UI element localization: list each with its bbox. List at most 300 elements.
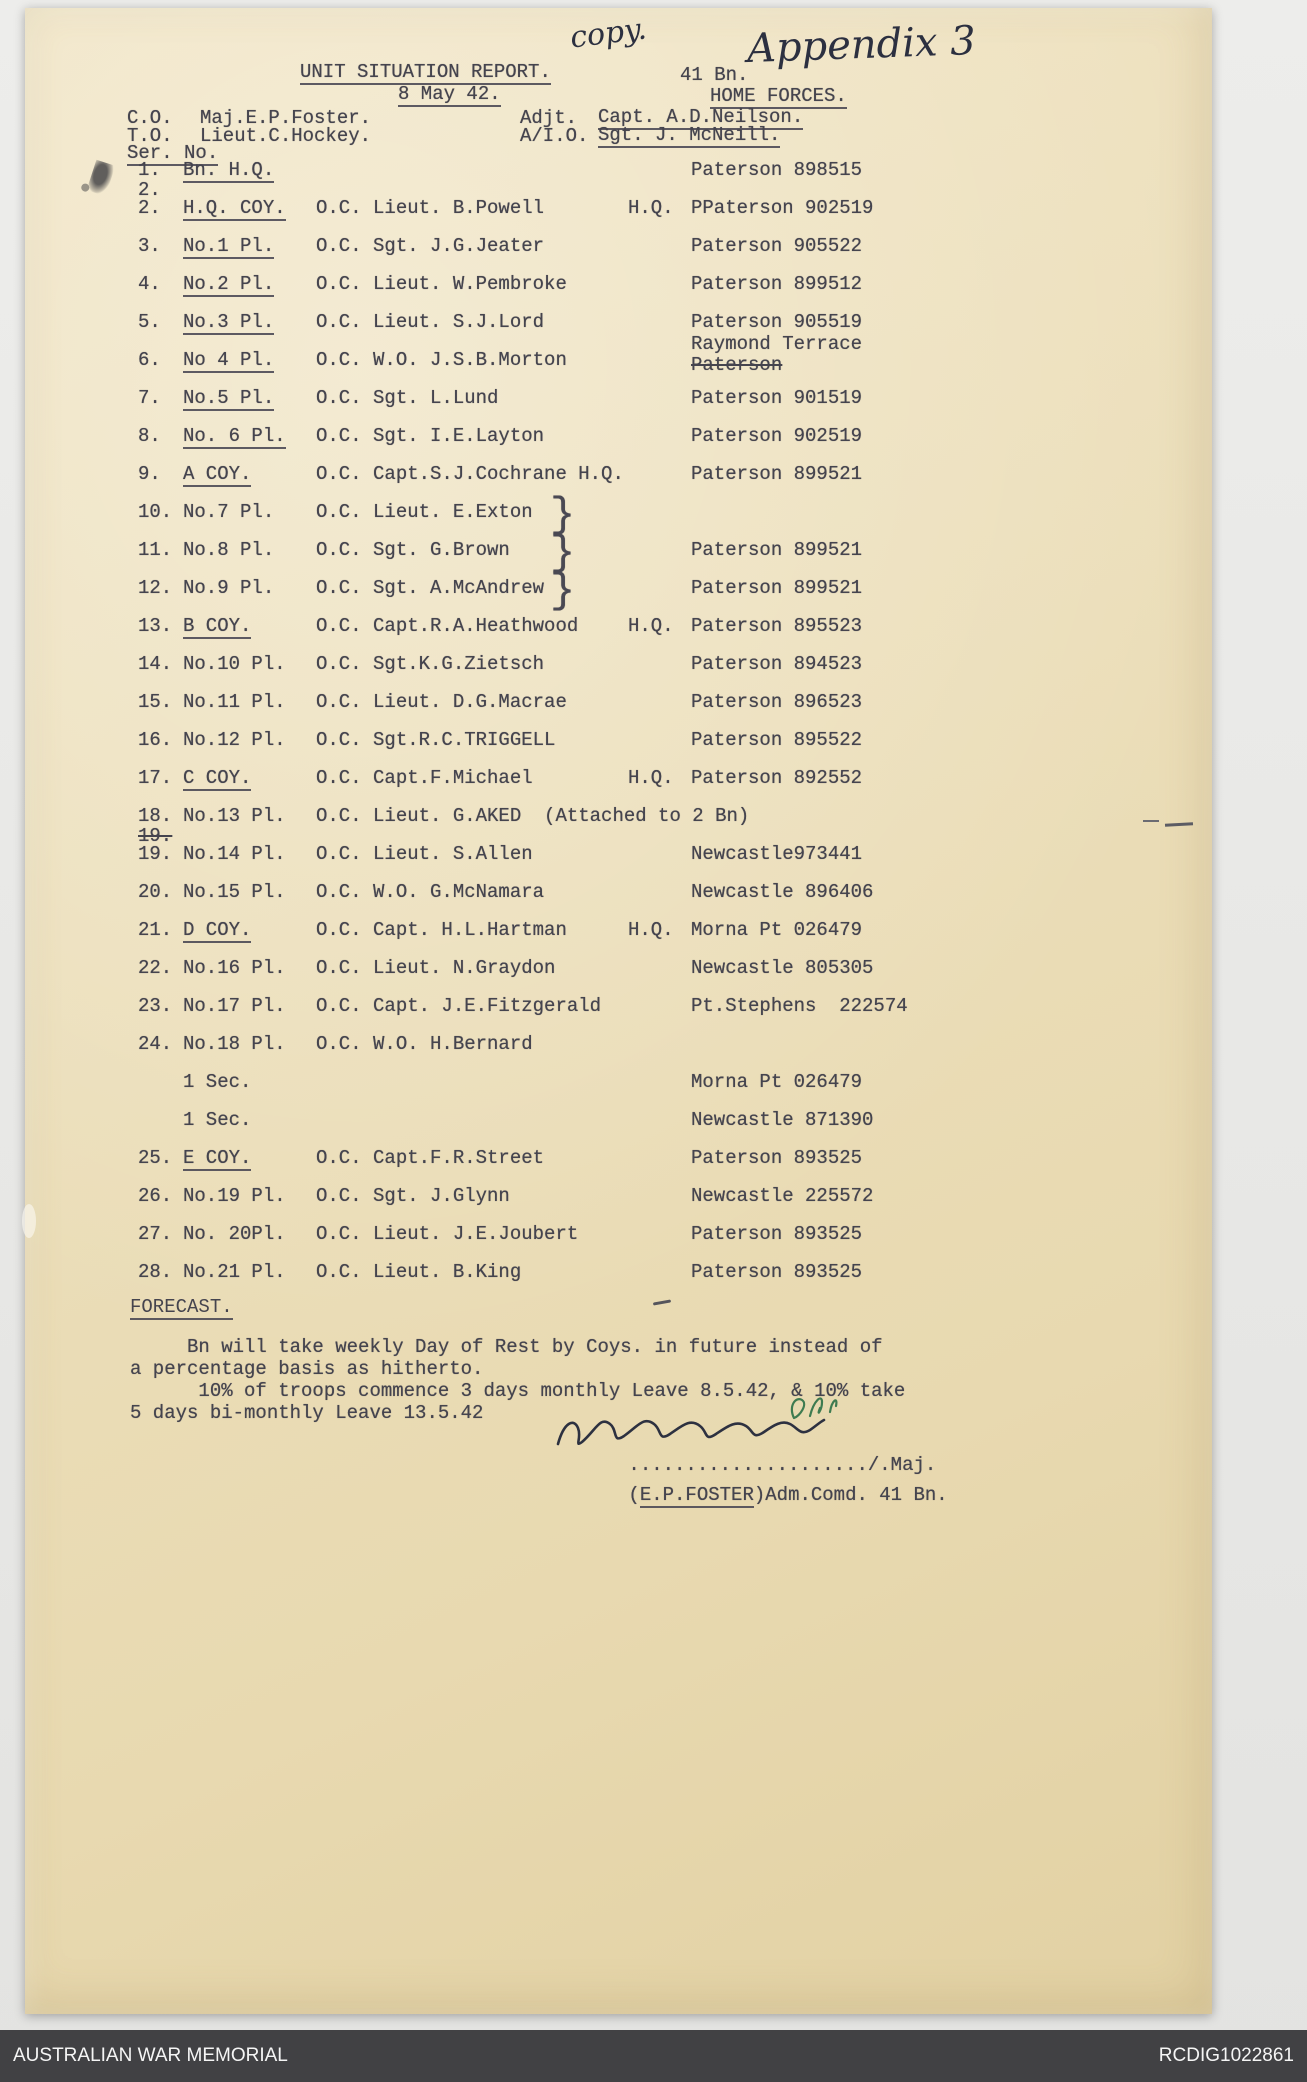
unit-name: No.5 Pl. (183, 387, 275, 409)
report-date: 8 May 42. (398, 83, 501, 105)
hq-cell (628, 274, 691, 312)
location-cell (691, 464, 1212, 502)
unit-name: No.10 Pl. (183, 653, 286, 675)
serial-column-label: Ser. No. (127, 142, 219, 164)
officer-cell (316, 274, 628, 312)
location: Paterson 905522 (691, 235, 863, 257)
serial-cell (138, 350, 183, 388)
officer-cell (316, 1110, 628, 1148)
table-row (25, 160, 1212, 180)
location-cell (691, 1224, 1212, 1262)
officer-name: O.C. Lieut. B.Powell (316, 197, 545, 219)
officer-cell (316, 1034, 628, 1072)
hq-cell (628, 350, 691, 388)
hq-cell (628, 578, 691, 616)
serial-cell (138, 920, 183, 958)
location-cell (691, 1034, 1212, 1072)
officer-cell (316, 1148, 628, 1186)
serial-number: 8. (138, 425, 161, 447)
force-label: HOME FORCES. (710, 85, 847, 107)
unit-cell (183, 730, 316, 768)
serial-cell (138, 1148, 183, 1186)
hq-cell (628, 1224, 691, 1262)
officer-name: O.C. Lieut. D.G.Macrae (316, 691, 567, 713)
serial-number: 2. (138, 197, 161, 219)
officer-cell (316, 768, 628, 806)
officer-name: O.C. Capt.R.A.Heathwood (316, 615, 579, 637)
officer-cell (316, 654, 628, 692)
serial-number: 11. (138, 539, 173, 561)
location: Newcastle 225572 (691, 1185, 874, 1207)
unit-cell (183, 844, 316, 882)
adjt-role-label: Adjt. (520, 107, 578, 129)
unit-cell (183, 464, 316, 502)
serial-number: 19. (138, 843, 173, 865)
unit-cell (183, 1224, 316, 1262)
hq-cell (628, 882, 691, 920)
location: PPaterson 902519 (691, 197, 874, 219)
unit-name: No. 20Pl. (183, 1223, 286, 1245)
officer-name: O.C. Capt.F.Michael (316, 767, 533, 789)
table-row (25, 388, 1212, 426)
location-cell (691, 806, 1212, 826)
officer-cell (316, 1072, 628, 1110)
location: Paterson 901519 (691, 387, 863, 409)
serial-cell (138, 426, 183, 464)
hq-cell (628, 1262, 691, 1300)
table-row (25, 730, 1212, 768)
location: Morna Pt 026479 (691, 1071, 863, 1093)
location-cell (691, 1148, 1212, 1186)
unit-cell (183, 996, 316, 1034)
unit-name: No. 6 Pl. (183, 425, 286, 447)
serial-cell (138, 806, 183, 826)
hq-cell (628, 464, 691, 502)
forecast-line: 5 days bi-monthly Leave 13.5.42 (130, 1402, 484, 1424)
officer-cell (316, 920, 628, 958)
unit-cell (183, 350, 316, 388)
forecast-line: 10% of troops commence 3 days monthly Leave 8.5.42, & 10% take (130, 1380, 906, 1402)
unit-cell (183, 1148, 316, 1186)
officer-cell (316, 198, 628, 236)
table-row (25, 958, 1212, 996)
unit-cell (183, 654, 316, 692)
to-name: Lieut.C.Hockey. (200, 125, 372, 147)
forecast-line: a percentage basis as hitherto. (130, 1358, 484, 1380)
officer-name: O.C. W.O. J.S.B.Morton (316, 349, 567, 371)
aio-role-label: A/I.O. (520, 125, 589, 147)
serial-cell (138, 692, 183, 730)
location-cell (691, 198, 1212, 236)
officer-cell (316, 388, 628, 426)
table-row (25, 1072, 1212, 1110)
officer-cell (316, 616, 628, 654)
table-row (25, 1224, 1212, 1262)
serial-cell (138, 1072, 183, 1110)
hq-cell (628, 502, 691, 540)
hq-cell (628, 616, 691, 654)
officer-name: O.C. Sgt. A.McAndrew (316, 577, 545, 599)
serial-cell (138, 274, 183, 312)
serial-cell (138, 1034, 183, 1072)
serial-number: 12. (138, 577, 173, 599)
serial-number: 24. (138, 1033, 173, 1055)
signature-dots: ..................... (628, 1454, 868, 1476)
unit-cell (183, 616, 316, 654)
officer-name: O.C. Lieut. N.Graydon (316, 957, 556, 979)
unit-name: E COY. (183, 1147, 252, 1169)
serial-cell (138, 825, 183, 847)
table-row (25, 198, 1212, 236)
hq-cell (628, 996, 691, 1034)
location: Paterson 894523 (691, 653, 863, 675)
hq-label: H.Q. (628, 767, 674, 789)
hq-cell (628, 1110, 691, 1148)
table-row (25, 1148, 1212, 1186)
brace-mark: } (550, 567, 576, 615)
forecast-section (130, 1296, 1110, 1424)
unit-cell (183, 312, 316, 350)
location-cell (691, 1072, 1212, 1110)
location-cell (691, 1262, 1212, 1300)
unit-cell (183, 502, 316, 540)
officer-name: O.C. Capt. J.E.Fitzgerald (316, 995, 602, 1017)
location-cell (691, 616, 1212, 654)
unit-cell (183, 1186, 316, 1224)
serial-number: 19. (138, 825, 173, 847)
officer-name: O.C. Lieut. E.Exton (316, 501, 533, 523)
unit-name: No.3 Pl. (183, 311, 275, 333)
serial-number: 15. (138, 691, 173, 713)
signature-rank: /.Maj. (867, 1454, 937, 1476)
location-cell (691, 502, 1212, 540)
signatory-paren: ( (628, 1484, 640, 1506)
location: Paterson 895522 (691, 729, 863, 751)
serial-cell (138, 578, 183, 616)
table-row (25, 333, 1212, 388)
location-cell (691, 236, 1212, 274)
signatory-title: )Adm.Comd. 41 Bn. (753, 1484, 948, 1506)
hq-cell (628, 1148, 691, 1186)
location-cell (691, 1186, 1212, 1224)
table-row (25, 236, 1212, 274)
officer-name: O.C. Lieut. B.King (316, 1261, 522, 1283)
brace-mark: } (550, 529, 576, 577)
serial-cell (138, 616, 183, 654)
location-cell (691, 160, 1212, 180)
unit-name: H.Q. COY. (183, 197, 286, 219)
location: Paterson 898515 (691, 159, 863, 181)
battalion-label: 41 Bn. (680, 64, 749, 86)
unit-name: No.11 Pl. (183, 691, 286, 713)
unit-cell (183, 426, 316, 464)
unit-name: No.8 Pl. (183, 539, 275, 561)
location: Paterson 895523 (691, 615, 863, 637)
table-row (25, 920, 1212, 958)
viewer-footer (0, 2030, 1307, 2082)
officer-cell (316, 350, 628, 388)
table-row (25, 1110, 1212, 1148)
report-header (25, 8, 1212, 164)
location-cell (691, 578, 1212, 616)
hq-cell (628, 654, 691, 692)
unit-name: No.21 Pl. (183, 1261, 286, 1283)
officer-cell (316, 958, 628, 996)
location: Paterson 899521 (691, 577, 863, 599)
forecast-line: Bn will take weekly Day of Rest by Coys. in future instead of (130, 1336, 883, 1358)
paper-edge-tear (22, 1204, 36, 1238)
unit-name: 1 Sec. (183, 1071, 252, 1093)
officer-cell (316, 996, 628, 1034)
unit-name: B COY. (183, 615, 252, 637)
unit-cell (183, 692, 316, 730)
serial-number: 2. (138, 179, 161, 201)
hq-cell (628, 844, 691, 882)
hq-cell (628, 692, 691, 730)
brace-mark: } (550, 491, 576, 539)
table-row (25, 654, 1212, 692)
serial-cell (138, 730, 183, 768)
officer-name: O.C. Lieut. W.Pembroke (316, 273, 567, 295)
serial-cell (138, 502, 183, 540)
unit-name: Bn. H.Q. (183, 159, 275, 181)
table-row (25, 768, 1212, 806)
serial-number: 21. (138, 919, 173, 941)
serial-number: 9. (138, 463, 161, 485)
location-cell (691, 958, 1212, 996)
table-row (25, 616, 1212, 654)
location: Paterson 896523 (691, 691, 863, 713)
officer-cell (316, 1224, 628, 1262)
table-row (25, 692, 1212, 730)
officer-name: O.C. Lieut. G.AKED (Attached to 2 Bn) (316, 805, 750, 827)
table-row (25, 844, 1212, 882)
officer-name: O.C. Sgt. I.E.Layton (316, 425, 545, 447)
officer-cell (316, 882, 628, 920)
officer-cell (316, 464, 628, 502)
location: Paterson 893525 (691, 1147, 863, 1169)
location-cell (691, 540, 1212, 578)
table-row (25, 529, 1212, 578)
handwritten-copy-note: copy. (568, 11, 649, 56)
co-role-label: C.O. (127, 107, 173, 129)
officer-name: O.C. Lieut. J.E.Joubert (316, 1223, 579, 1245)
stray-pencil-mark (1143, 820, 1159, 822)
unit-cell (183, 388, 316, 426)
officer-cell (316, 805, 750, 827)
serial-number: 1. (138, 159, 161, 181)
hq-cell (628, 958, 691, 996)
cancelled-serial-row (25, 825, 1212, 847)
serial-number: 28. (138, 1261, 173, 1283)
unit-name: No.15 Pl. (183, 881, 286, 903)
table-row (25, 1186, 1212, 1224)
serial-number: 22. (138, 957, 173, 979)
officer-name: O.C. W.O. H.Bernard (316, 1033, 533, 1055)
officer-cell (316, 567, 628, 616)
unit-name: No.17 Pl. (183, 995, 286, 1017)
unit-name: No.18 Pl. (183, 1033, 286, 1055)
officer-name: O.C. Sgt.K.G.Zietsch (316, 653, 545, 675)
officer-cell (316, 844, 628, 882)
table-row (25, 806, 1212, 826)
co-name: Maj.E.P.Foster. (200, 107, 372, 129)
adjt-name: Capt. A.D.Neilson. (598, 106, 804, 128)
table-row (25, 1034, 1212, 1072)
unit-name: No.13 Pl. (183, 805, 286, 827)
serial-number: 23. (138, 995, 173, 1017)
unit-cell (183, 920, 316, 958)
location: Newcastle973441 (691, 843, 863, 865)
unit-name: No.14 Pl. (183, 843, 286, 865)
signature-block (560, 1426, 980, 1506)
hq-cell (628, 1186, 691, 1224)
forecast-heading: FORECAST. (130, 1296, 233, 1318)
officer-cell (316, 529, 628, 578)
serial-number: 20. (138, 881, 173, 903)
serial-number: 5. (138, 311, 161, 333)
location: Paterson 899521 (691, 539, 863, 561)
hq-cell (628, 540, 691, 578)
serial-number: 4. (138, 273, 161, 295)
location-cell (691, 844, 1212, 882)
serial-cell (138, 312, 183, 350)
unit-cell (183, 768, 316, 806)
table-row (25, 996, 1212, 1034)
serial-cell (138, 844, 183, 882)
location-corrected: Raymond Terrace (691, 333, 863, 355)
unit-name: No.1 Pl. (183, 235, 275, 257)
unit-name: D COY. (183, 919, 252, 941)
hq-cell (628, 426, 691, 464)
serial-number: 7. (138, 387, 161, 409)
serial-cell (138, 464, 183, 502)
unit-cell (183, 274, 316, 312)
hq-cell (628, 236, 691, 274)
unit-cell (183, 236, 316, 274)
serial-cell (138, 1186, 183, 1224)
serial-cell (138, 236, 183, 274)
unit-cell (183, 882, 316, 920)
officer-name: O.C. Sgt. G.Brown (316, 539, 510, 561)
location-cell (691, 426, 1212, 464)
location: Paterson 905519 (691, 311, 863, 333)
officer-cell (316, 1262, 628, 1300)
location: Paterson 902519 (691, 425, 863, 447)
table-row (25, 426, 1212, 464)
unit-cell (183, 1262, 316, 1300)
serial-cell (138, 179, 183, 201)
serial-cell (138, 1262, 183, 1300)
unit-cell (183, 806, 316, 826)
location: Paterson 893525 (691, 1261, 863, 1283)
officer-cell (316, 160, 628, 180)
unit-cell (183, 198, 316, 236)
serial-cell (138, 1224, 183, 1262)
officer-name: O.C. W.O. G.McNamara (316, 881, 545, 903)
serial-cell (138, 160, 183, 180)
serial-number: 26. (138, 1185, 173, 1207)
location: Pt.Stephens 222574 (691, 995, 908, 1017)
serial-cell (138, 768, 183, 806)
unit-cell (183, 1072, 316, 1110)
serial-cell (138, 958, 183, 996)
serial-cell (138, 1110, 183, 1148)
location-cell (691, 1110, 1212, 1148)
officer-cell (316, 491, 628, 540)
unit-name: No.2 Pl. (183, 273, 275, 295)
location-cell (691, 882, 1212, 920)
serial-cell (138, 996, 183, 1034)
location: Newcastle 896406 (691, 881, 874, 903)
serial-number: 18. (138, 805, 173, 827)
footer-record-id: RCDIG1022861 (1158, 2045, 1294, 2066)
serial-cell (138, 540, 183, 578)
hq-cell (628, 312, 691, 350)
location-cell (691, 920, 1212, 958)
location-cell (691, 654, 1212, 692)
hq-cell (628, 768, 691, 806)
location-cell (691, 388, 1212, 426)
unit-name: No.12 Pl. (183, 729, 286, 751)
table-row (25, 464, 1212, 502)
officer-cell (316, 426, 628, 464)
hq-cell (628, 160, 691, 180)
signatory-line (560, 1462, 948, 1530)
officer-name: O.C. Lieut. S.J.Lord (316, 311, 545, 333)
handwritten-appendix-note: Appendix 3 (746, 18, 977, 72)
table-row (25, 274, 1212, 312)
hq-cell (628, 388, 691, 426)
unit-name: No 4 Pl. (183, 349, 275, 371)
officer-name: O.C. Sgt. J.G.Jeater (316, 235, 545, 257)
unit-name: No.7 Pl. (183, 501, 275, 523)
location-cell (691, 996, 1212, 1034)
report-title: UNIT SITUATION REPORT. (300, 61, 551, 83)
hq-cell (628, 198, 691, 236)
officer-cell (316, 692, 628, 730)
location: Paterson 892552 (691, 767, 863, 789)
hq-cell (628, 1072, 691, 1110)
hq-cell (628, 1034, 691, 1072)
table-row (25, 1262, 1212, 1300)
hq-cell (628, 920, 691, 958)
officer-cell (316, 730, 628, 768)
unit-name: No.16 Pl. (183, 957, 286, 979)
hq-cell (628, 730, 691, 768)
officer-name: O.C. Sgt.R.C.TRIGGELL (316, 729, 556, 751)
location-cell (691, 768, 1212, 806)
hq-label: H.Q. (628, 197, 674, 219)
officer-cell (316, 1186, 628, 1224)
to-role-label: T.O. (127, 125, 173, 147)
officer-name: O.C. Capt.F.R.Street (316, 1147, 545, 1169)
unit-name: C COY. (183, 767, 252, 789)
officer-cell (316, 312, 628, 350)
location-cell (691, 692, 1212, 730)
serial-number: 13. (138, 615, 173, 637)
unit-cell (183, 1034, 316, 1072)
table-row (25, 882, 1212, 920)
officer-name: O.C. Sgt. J.Glynn (316, 1185, 510, 1207)
hq-label: H.Q. (628, 615, 674, 637)
location-cell (691, 333, 1212, 388)
unit-cell (183, 578, 316, 616)
document-page (25, 8, 1212, 2014)
serial-number: 6. (138, 349, 161, 371)
serial-number: 17. (138, 767, 173, 789)
unit-cell (183, 1110, 316, 1148)
